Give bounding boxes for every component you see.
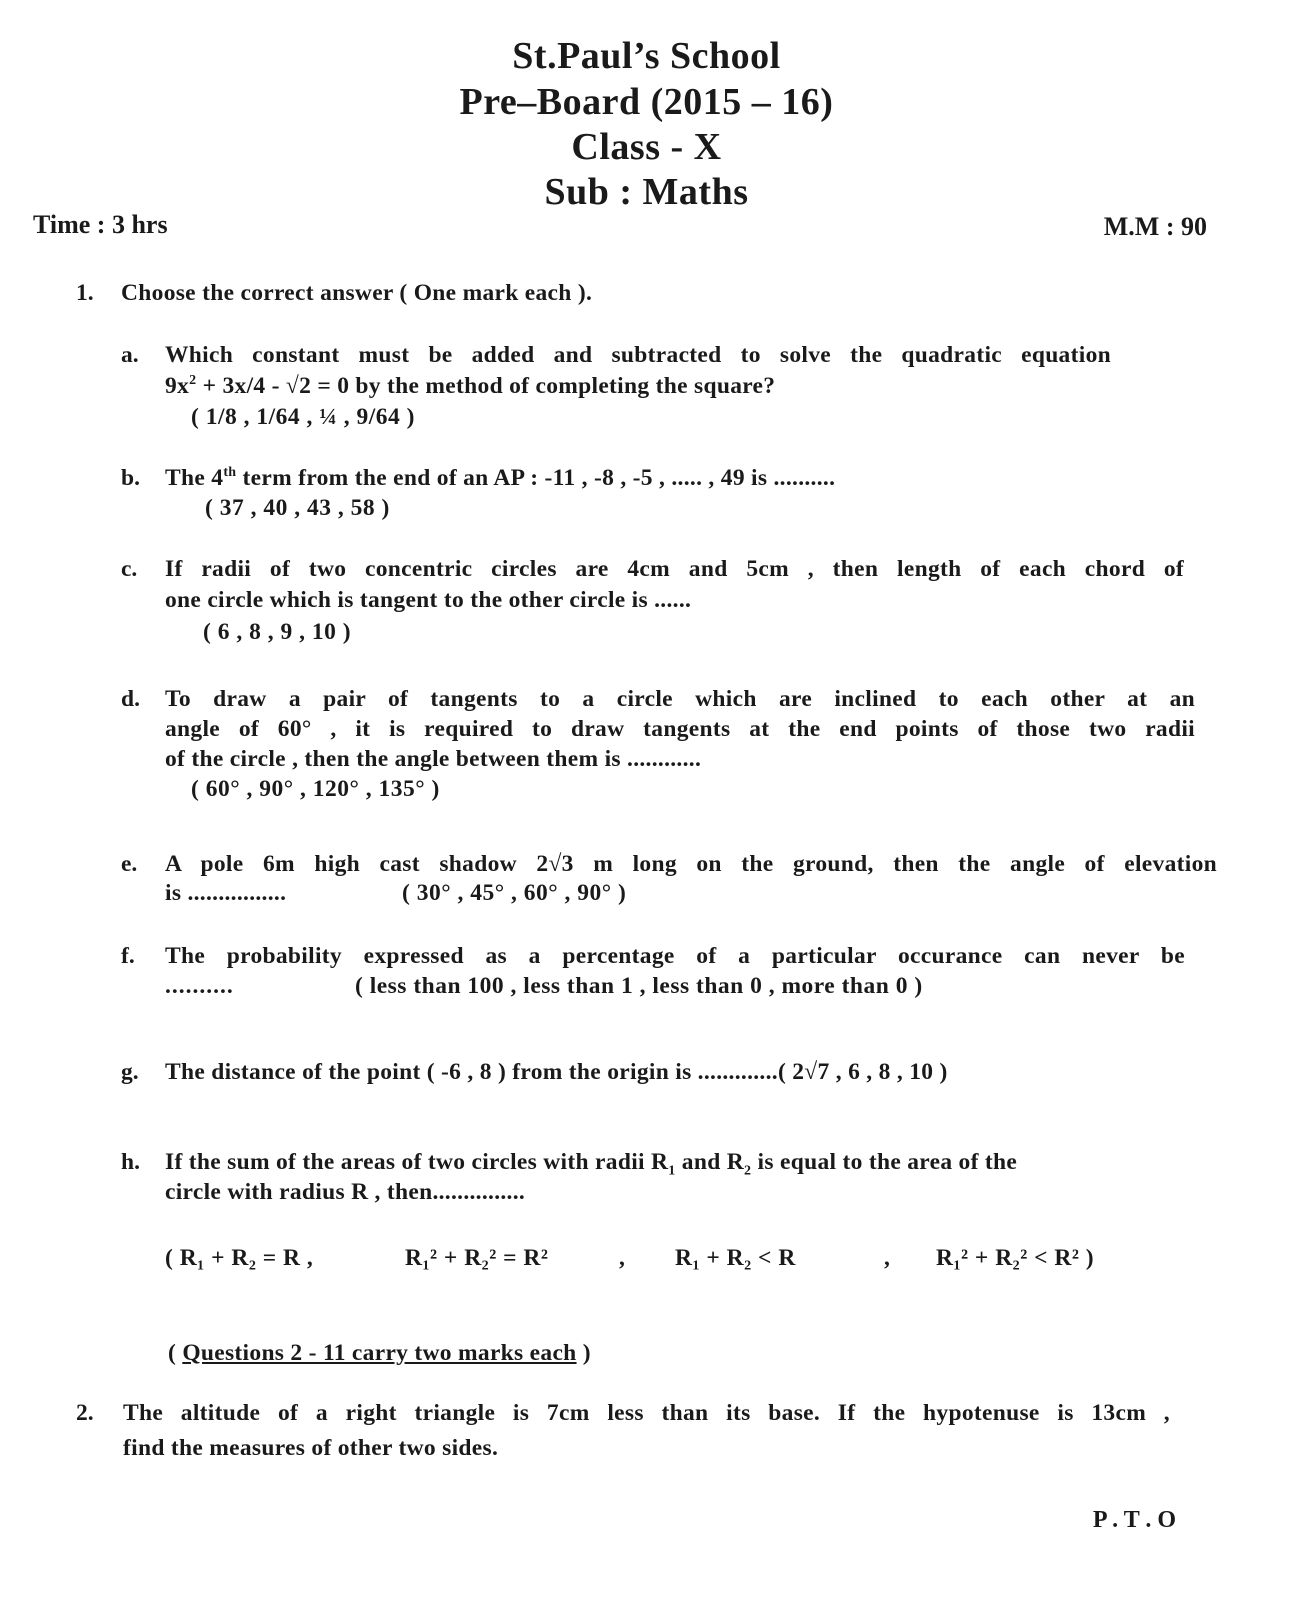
item-letter-c: c. (121, 556, 138, 582)
item-letter-b: b. (121, 465, 140, 491)
class-label: Class - X (571, 126, 722, 168)
item-g-text: The distance of the point ( -6 , 8 ) from the origin is .............( 2√7 , 6 , 8 , 10 ) (165, 1059, 948, 1085)
item-h-text-part-3: is equal to the area of the (751, 1149, 1018, 1175)
item-b-superscript: th (223, 465, 237, 481)
item-h-text-part-2: and R (675, 1149, 745, 1175)
max-marks: M.M : 90 (1103, 212, 1207, 241)
section-instruction: Choose the correct answer ( One mark each ). (121, 280, 593, 306)
item-e-options: ( 30° , 45° , 60° , 90° ) (402, 880, 627, 906)
item-b-text (165, 465, 835, 492)
marks-note-close: ) (576, 1340, 591, 1366)
item-h-line-2: circle with radius R , then............... (165, 1179, 526, 1205)
item-letter-f: f. (121, 943, 135, 969)
item-b-text-part: The 4 (165, 465, 224, 491)
item-h-option-2: R₁² + R₂² = R² (405, 1245, 549, 1271)
item-h-option-1: ( R₁ + R₂ = R , (165, 1245, 314, 1271)
item-letter-e: e. (121, 851, 138, 877)
item-letter-h: h. (121, 1149, 140, 1175)
marks-note (168, 1340, 591, 1367)
item-h-subscript-2: 2 (744, 1163, 752, 1179)
time-allowed: Time : 3 hrs (33, 210, 168, 239)
item-d-line-1: To draw a pair of tangents to a circle which are inclined to each other at an (165, 686, 1195, 712)
school-name: St.Paul’s School (512, 35, 781, 77)
item-d-line-3: of the circle , then the angle between them is ............ (165, 746, 702, 772)
item-h-line-1 (165, 1149, 1018, 1179)
item-b-text-rest: term from the end of an AP : -11 , -8 , -5 , ..... , 49 is .......... (236, 465, 836, 491)
item-a-eq-part: 9x (165, 373, 190, 399)
exam-title: Pre–Board (2015 – 16) (459, 81, 834, 123)
item-b-options: ( 37 , 40 , 43 , 58 ) (205, 495, 390, 521)
item-a-eq-exponent: 2 (189, 373, 197, 389)
item-a-line-1: Which constant must be added and subtracted to solve the quadratic equation (165, 342, 1111, 368)
item-c-line-2: one circle which is tangent to the other circle is ...... (165, 587, 692, 613)
marks-note-open: ( (168, 1340, 183, 1366)
question-number-2: 2. (76, 1400, 94, 1426)
item-d-options: ( 60° , 90° , 120° , 135° ) (191, 776, 440, 802)
item-h-option-3: R₁ + R₂ < R (675, 1245, 796, 1271)
item-c-options: ( 6 , 8 , 9 , 10 ) (203, 619, 352, 645)
subject-label: Sub : Maths (544, 171, 749, 213)
question-number-1: 1. (76, 280, 94, 306)
item-c-line-1: If radii of two concentric circles are 4cm and 5cm , then length of each chord of (165, 556, 1184, 582)
item-h-text-part-1: If the sum of the areas of two circles with radii R (165, 1149, 669, 1175)
item-h-subscript-1: 1 (668, 1163, 676, 1179)
item-f-line-1: The probability expressed as a percentage of a particular occurance can never be (165, 943, 1185, 969)
item-letter-d: d. (121, 686, 140, 712)
page-turn-note: P . T . O (1092, 1507, 1176, 1533)
item-h-separator: , (884, 1245, 891, 1271)
item-f-blank: .......... (165, 973, 234, 999)
item-h-separator: , (619, 1245, 626, 1271)
item-e-line-1: A pole 6m high cast shadow 2√3 m long on the ground, then the angle of elevation (165, 851, 1217, 877)
item-h-option-4: R₁² + R₂² < R² ) (936, 1245, 1095, 1271)
item-a-options: ( 1/8 , 1/64 , ¼ , 9/64 ) (191, 404, 415, 430)
item-e-line-2: is ................ (165, 880, 287, 906)
item-a-equation (165, 373, 775, 400)
item-letter-g: g. (121, 1059, 139, 1085)
item-a-eq-rest: + 3x/4 - √2 = 0 by the method of completing the square? (196, 373, 776, 399)
item-d-line-2: angle of 60° , it is required to draw tangents at the end points of those two radii (165, 716, 1195, 742)
item-f-options: ( less than 100 , less than 1 , less than 0 , more than 0 ) (355, 973, 923, 999)
question-2-line-2: find the measures of other two sides. (123, 1435, 499, 1461)
question-2-line-1: The altitude of a right triangle is 7cm less than its base. If the hypotenuse is 13cm , (123, 1400, 1170, 1426)
marks-note-text: Questions 2 - 11 carry two marks each (182, 1340, 577, 1366)
item-letter-a: a. (121, 342, 139, 368)
